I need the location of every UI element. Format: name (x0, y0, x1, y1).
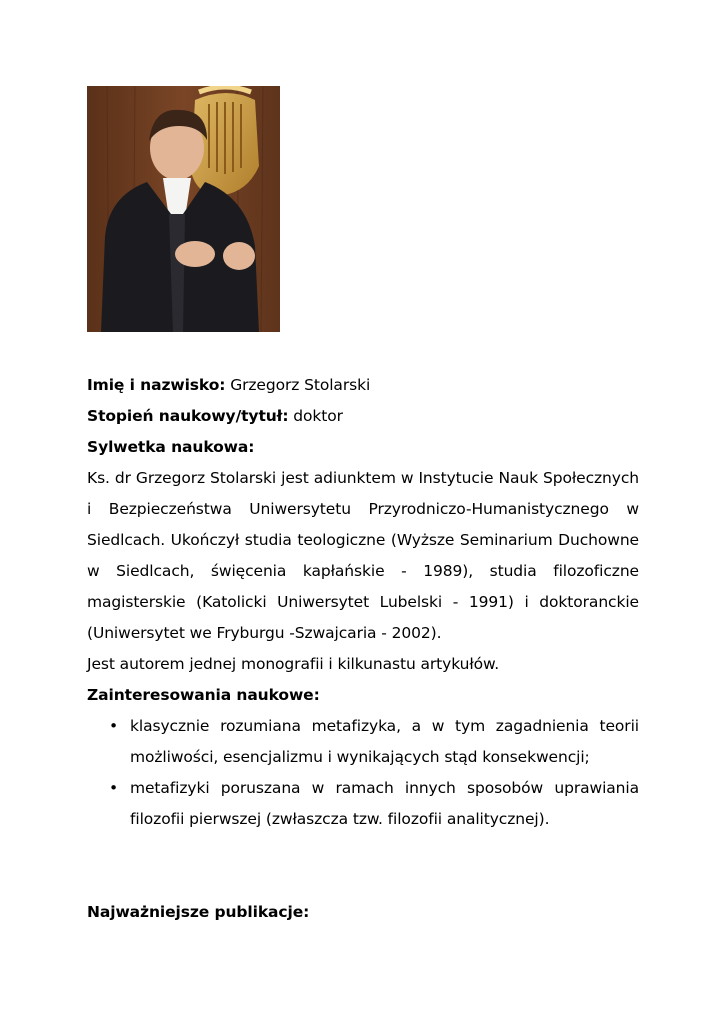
interest-text: metafizyki poruszana w ramach innych sposobów uprawiania filozofii pierwszej (zwłaszcza tzw. filozofii analitycznej). (130, 779, 639, 828)
degree-row (87, 401, 639, 432)
interests-heading: Zainteresowania naukowe: (87, 686, 320, 704)
portrait-photo (87, 86, 280, 332)
degree-label: Stopień naukowy/tytuł: (87, 407, 289, 425)
name-label: Imię i nazwisko: (87, 376, 226, 394)
profile-paragraph: Ks. dr Grzegorz Stolarski jest adiunktem w Instytucie Nauk Społecznych i Bezpieczeństwa Uniwersytetu Przyrodniczo-Humanistycznego w Siedlcach. Ukończył studia teologiczne (Wyższe Seminarium Duchowne w Siedlcach, święcenia kapłańskie - 1989), studia filozoficzne magisterskie (Katolicki Uniwersytet Lubelski - 1991) i doktoranckie (Uniwersytet we Fryburgu -Szwajcaria - 2002). (87, 469, 639, 642)
name-row (87, 370, 639, 401)
profile-note: Jest autorem jednej monografii i kilkunastu artykułów. (87, 655, 500, 673)
bullet-icon: • (109, 779, 119, 797)
profile-heading: Sylwetka naukowa: (87, 438, 255, 456)
section-spacer (87, 835, 639, 897)
bullet-icon: • (109, 717, 119, 735)
degree-value: doktor (288, 407, 343, 425)
profile-content (87, 370, 639, 928)
publications-heading: Najważniejsze publikacje: (87, 903, 310, 921)
list-item (87, 711, 639, 773)
list-item (87, 773, 639, 835)
interests-list (87, 711, 639, 835)
interest-text: klasycznie rozumiana metafizyka, a w tym zagadnienia teorii możliwości, esencjalizmu i wynikających stąd konsekwencji; (130, 717, 639, 766)
portrait-illustration (87, 86, 280, 332)
name-value: Grzegorz Stolarski (225, 376, 371, 394)
